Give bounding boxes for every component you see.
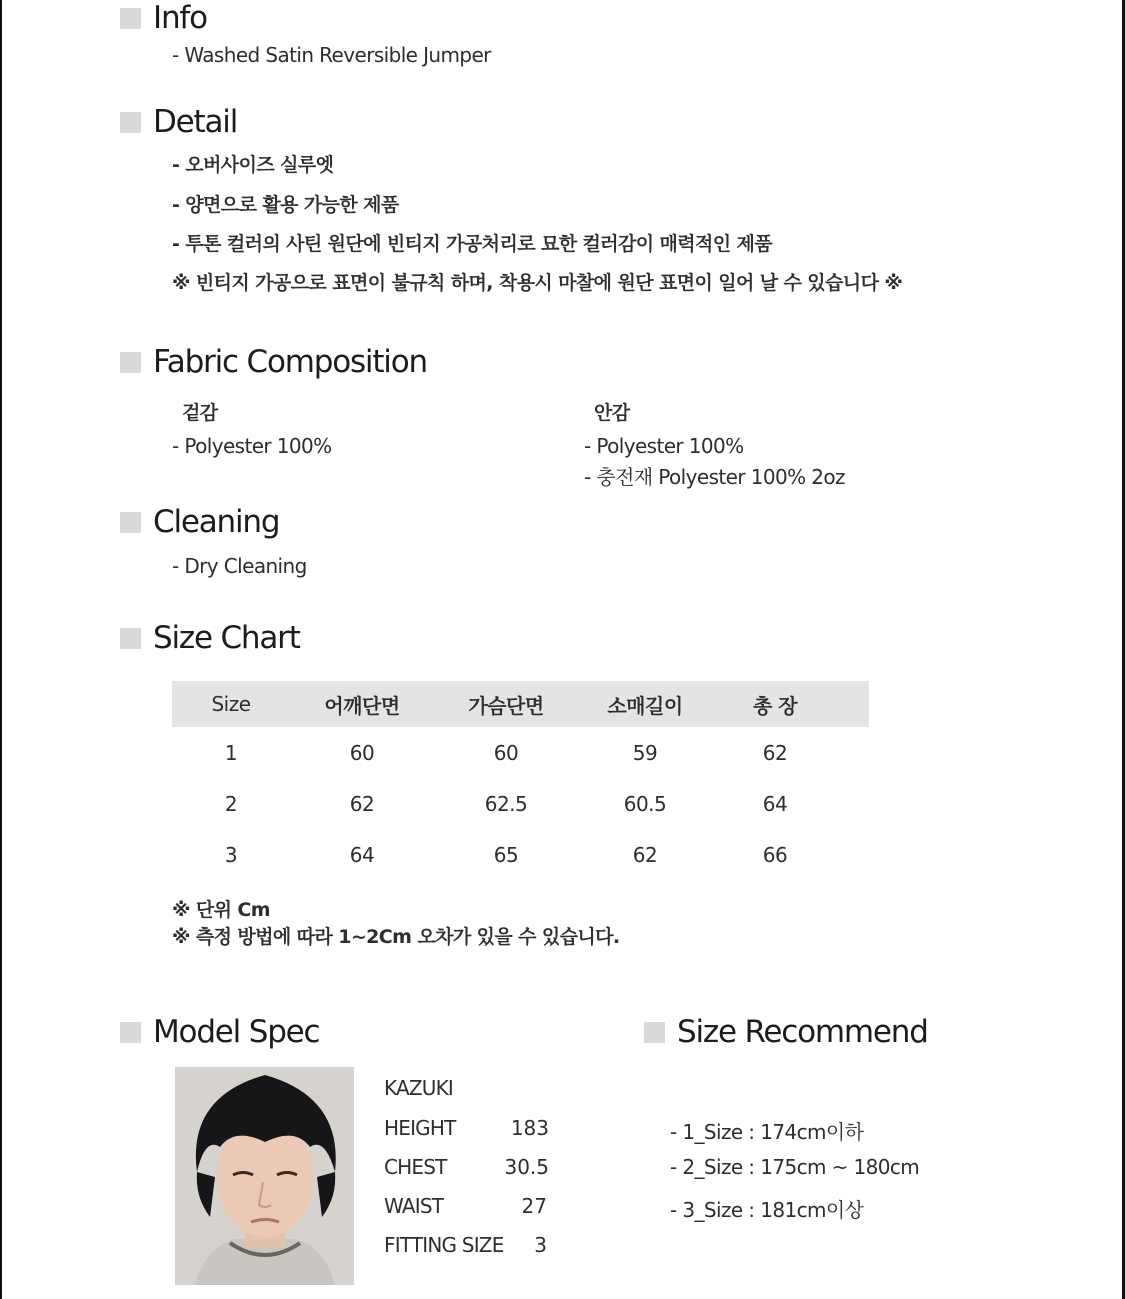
bullet-square-icon — [120, 8, 141, 29]
fabric-inner-label: 안감 — [594, 402, 630, 424]
fabric-outer-item: - Polyester 100% — [172, 434, 332, 458]
detail-item: - 오버사이즈 실루엣 — [172, 154, 334, 176]
detail-title: Detail — [153, 104, 238, 140]
model-name: KAZUKI — [384, 1076, 453, 1100]
table-row — [172, 778, 869, 829]
table-cell: 3 — [224, 842, 238, 867]
table-header-row — [172, 681, 869, 727]
model-spec-value: 183 — [510, 1116, 549, 1140]
info-title: Info — [153, 0, 207, 36]
table-row — [172, 727, 869, 778]
cleaning-title: Cleaning — [153, 504, 280, 540]
table-cell: 62 — [762, 740, 788, 765]
column-header: 가슴단면 — [468, 693, 544, 718]
table-cell: 60.5 — [623, 791, 667, 816]
table-cell: 64 — [349, 842, 375, 867]
bullet-square-icon — [644, 1022, 665, 1043]
section-heading-detail — [120, 104, 237, 140]
section-heading-size-chart — [120, 620, 300, 656]
table-cell: 2 — [224, 791, 238, 816]
fabric-inner-item: - Polyester 100% — [584, 434, 744, 458]
model-spec-value: 3 — [534, 1233, 547, 1257]
model-spec-label: HEIGHT — [384, 1116, 456, 1140]
table-cell: 66 — [762, 842, 788, 867]
model-spec-label: FITTING SIZE — [384, 1233, 504, 1257]
size-chart-note: ※ 측정 방법에 따라 1~2Cm 오차가 있을 수 있습니다. — [172, 926, 620, 948]
size-recommend-item: - 2_Size : 175cm ~ 180cm — [670, 1155, 920, 1179]
table-cell: 62 — [632, 842, 658, 867]
bullet-square-icon — [120, 352, 141, 373]
detail-item: - 투톤 컬러의 사틴 원단에 빈티지 가공처리로 묘한 컬러감이 매력적인 제품 — [172, 233, 773, 255]
model-spec-label: WAIST — [384, 1194, 444, 1218]
table-cell: 64 — [762, 791, 788, 816]
fabric-title: Fabric Composition — [153, 344, 427, 380]
section-heading-cleaning — [120, 504, 279, 540]
model-portrait-icon — [175, 1067, 354, 1285]
fabric-outer-label: 겉감 — [182, 402, 218, 424]
info-item: - Washed Satin Reversible Jumper — [172, 43, 491, 67]
column-header: 소매길이 — [607, 693, 683, 718]
section-heading-info — [120, 0, 207, 36]
fabric-inner-item: - 충전재 Polyester 100% 2oz — [584, 465, 845, 489]
size-chart-table — [172, 681, 869, 880]
model-spec-value: 30.5 — [504, 1155, 549, 1179]
detail-item: - 양면으로 활용 가능한 제품 — [172, 194, 399, 216]
size-chart-note: ※ 단위 Cm — [172, 899, 270, 921]
table-cell: 1 — [224, 740, 238, 765]
column-header: Size — [211, 692, 251, 716]
table-cell: 65 — [493, 842, 519, 867]
size-recommend-item: - 3_Size : 181cm이상 — [670, 1198, 864, 1222]
bullet-square-icon — [120, 1022, 141, 1043]
column-header: 어깨단면 — [324, 693, 400, 718]
section-heading-fabric — [120, 344, 427, 380]
detail-note: ※ 빈티지 가공으로 표면이 불규칙 하며, 착용시 마찰에 원단 표면이 일어 날 수 있습니다 ※ — [172, 272, 903, 294]
section-heading-size-recommend — [644, 1014, 928, 1050]
bullet-square-icon — [120, 628, 141, 649]
table-cell: 62 — [349, 791, 375, 816]
table-cell: 60 — [349, 740, 375, 765]
table-cell: 59 — [632, 740, 658, 765]
cleaning-item: - Dry Cleaning — [172, 554, 307, 578]
model-spec-label: CHEST — [384, 1155, 447, 1179]
table-cell: 62.5 — [484, 791, 528, 816]
size-recommend-title: Size Recommend — [677, 1014, 928, 1050]
model-spec-value: 27 — [521, 1194, 547, 1218]
size-chart-title: Size Chart — [153, 620, 300, 656]
table-row — [172, 829, 869, 880]
column-header: 총 장 — [752, 693, 798, 718]
model-photo — [175, 1067, 354, 1285]
table-cell: 60 — [493, 740, 519, 765]
bullet-square-icon — [120, 112, 141, 133]
model-spec-title: Model Spec — [153, 1014, 320, 1050]
section-heading-model-spec — [120, 1014, 319, 1050]
size-recommend-item: - 1_Size : 174cm이하 — [670, 1120, 864, 1144]
bullet-square-icon — [120, 512, 141, 533]
